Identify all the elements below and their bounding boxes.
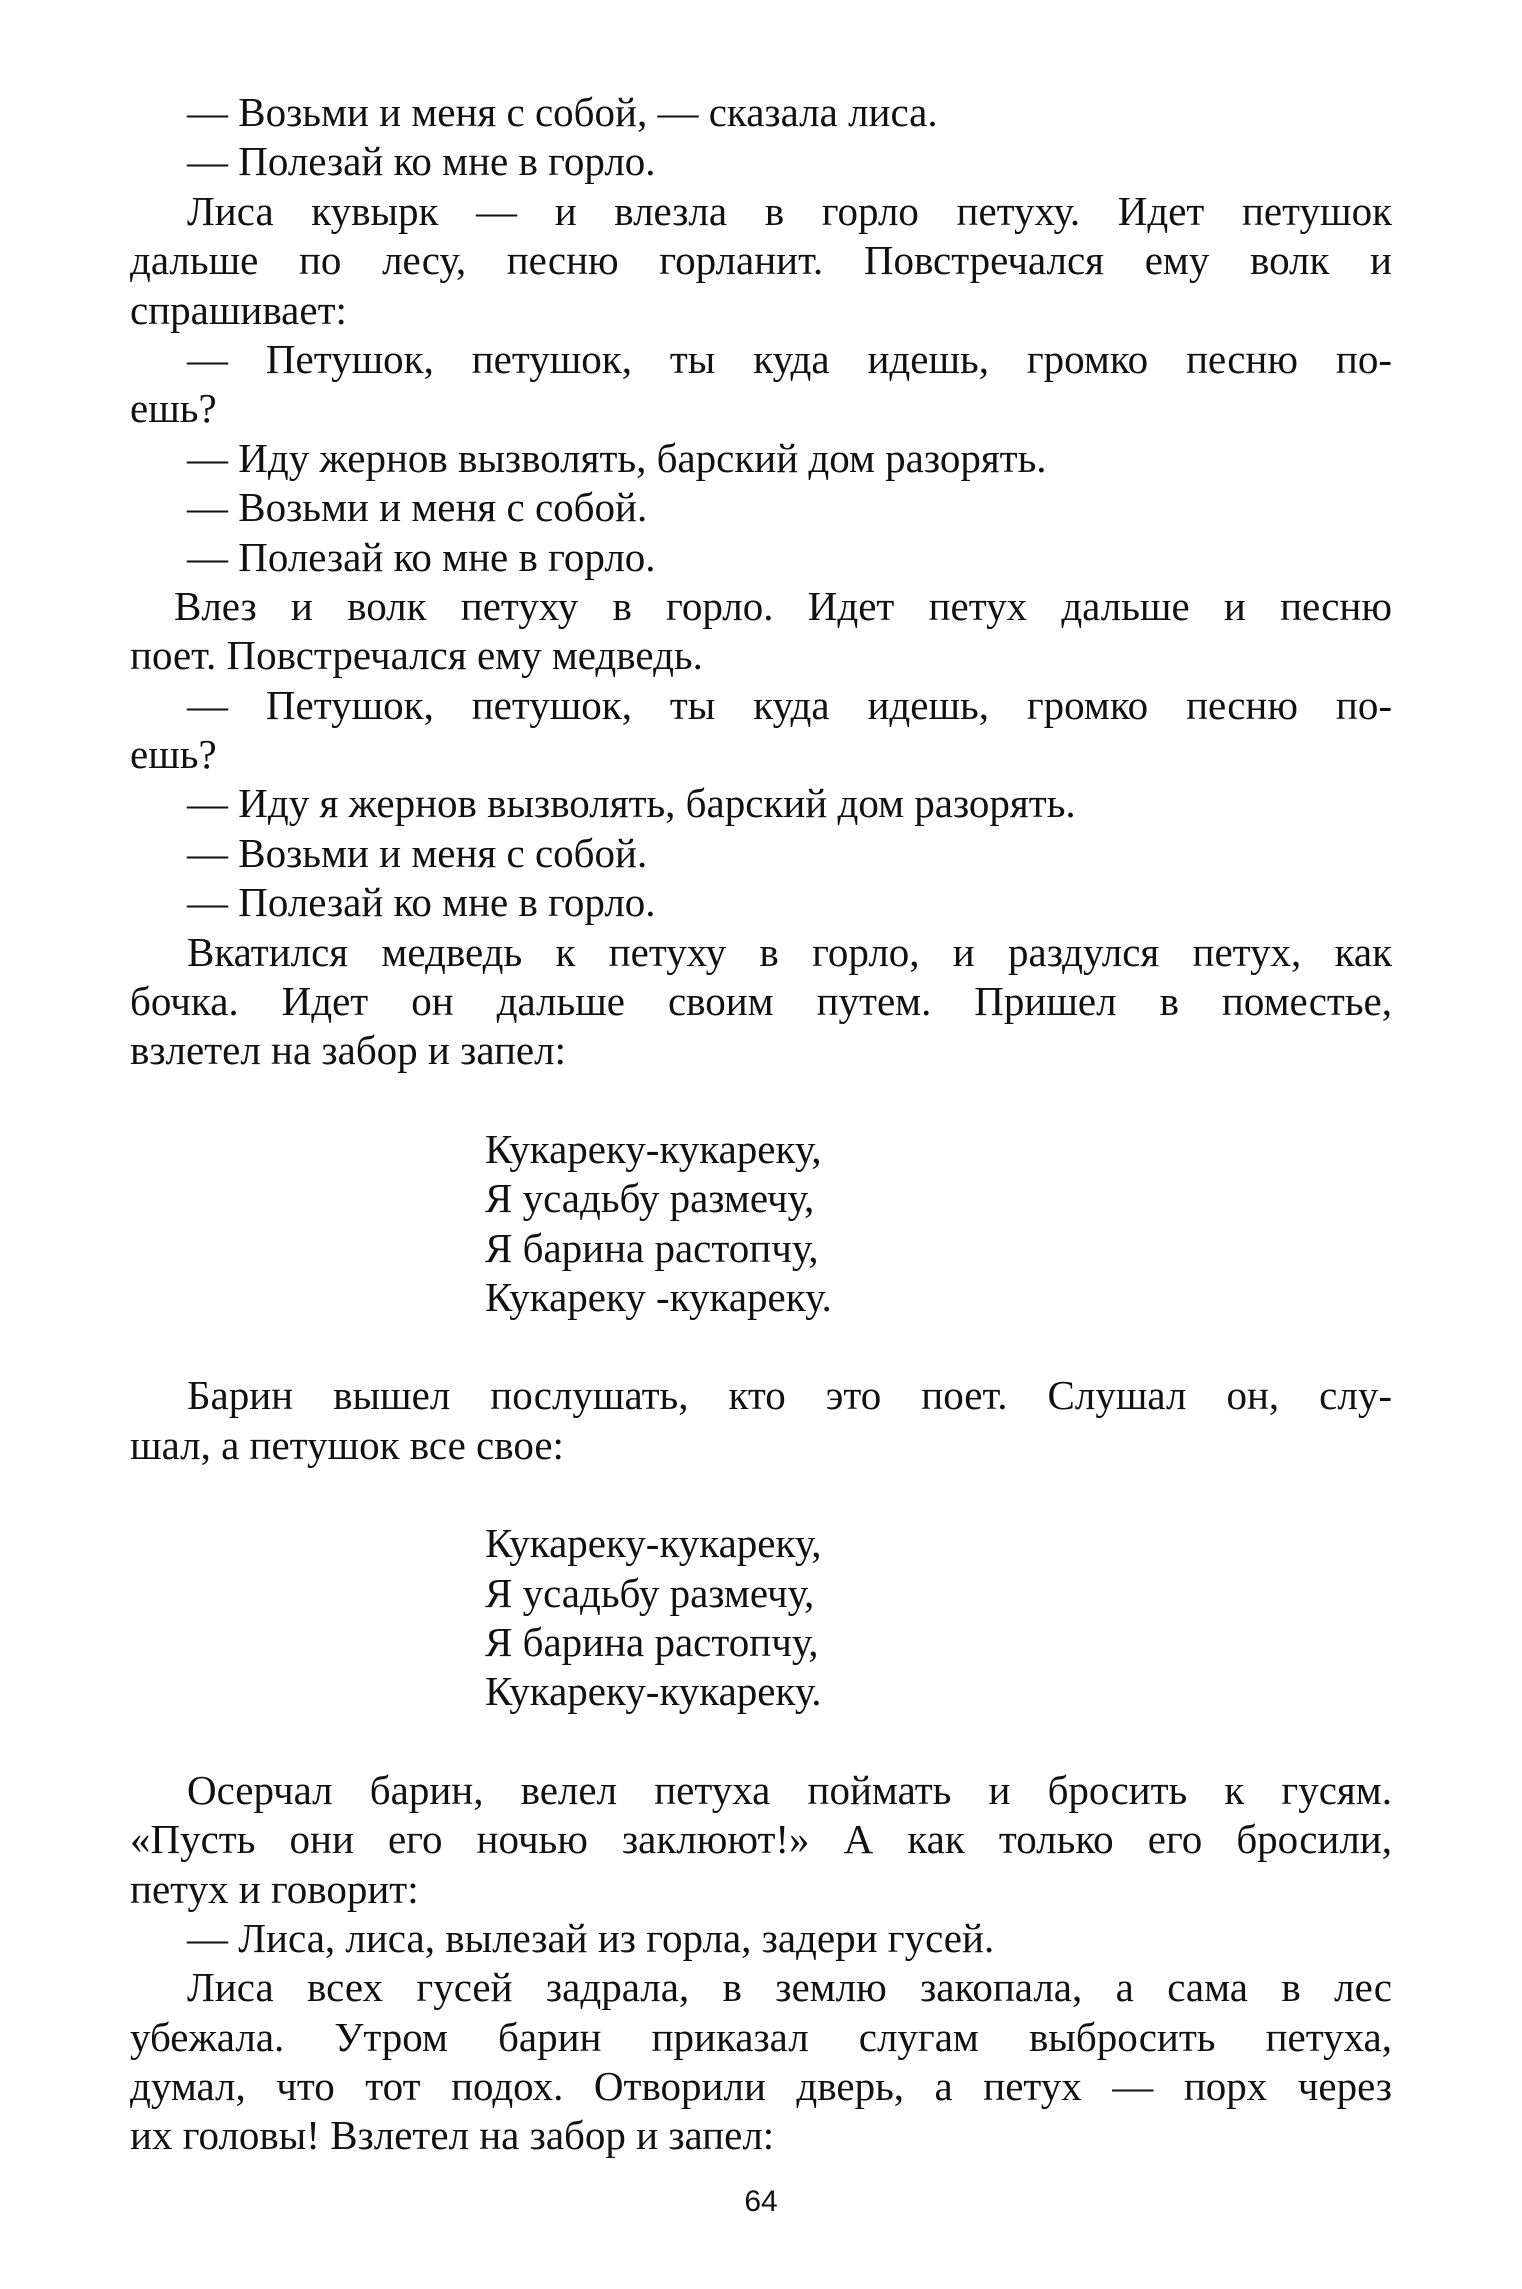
dialogue-line: — Иду жернов вызволять, барский дом разорять. <box>187 434 1047 481</box>
stanza-gap <box>130 1717 1392 1766</box>
dialogue-line: ешь? <box>130 385 217 432</box>
verse-line: Кукареку-кукареку, <box>485 1125 822 1172</box>
dialogue-line: — Возьми и меня с собой. <box>187 829 648 876</box>
paragraph-line: Лиса кувырк — и влезла в горло петуху. Идет петушок <box>187 187 1392 234</box>
paragraph-line: Влез и волк петуху в горло. Идет петух дальше и песню <box>174 582 1392 629</box>
paragraph-line: взлетел на забор и запел: <box>130 1027 566 1074</box>
dialogue-line: — Петушок, петушок, ты куда идешь, громко песню по- <box>187 681 1392 728</box>
paragraph-line: шал, а петушок все свое: <box>130 1421 564 1468</box>
verse-line: Кукареку-кукареку, <box>485 1520 822 1567</box>
verse-line: Кукареку-кукареку. <box>485 1668 822 1715</box>
verse-line: Я усадьбу размечу, <box>485 1569 815 1616</box>
stanza-gap <box>130 1076 1392 1125</box>
paragraph-line: поет. Повстречался ему медведь. <box>130 632 703 679</box>
dialogue-line: — Полезай ко мне в горло. <box>187 533 656 580</box>
dialogue-line: — Петушок, петушок, ты куда идешь, громко песню по- <box>187 335 1392 382</box>
dialogue-line: — Полезай ко мне в горло. <box>187 879 656 926</box>
paragraph-line: Осерчал барин, велел петуха поймать и бросить к гусям. <box>187 1766 1392 1813</box>
dialogue-line: ешь? <box>130 731 217 778</box>
paragraph-line: «Пусть они его ночью заклюют!» А как только его бросили, <box>130 1816 1392 1863</box>
verse-line: Я барина растопчу, <box>485 1618 819 1665</box>
stanza-gap <box>130 1322 1392 1371</box>
page-text <box>130 88 1392 2161</box>
dialogue-line: — Иду я жернов вызволять, барский дом разорять. <box>187 780 1076 827</box>
paragraph-line: Барин вышел послушать, кто это поет. Слушал он, слу- <box>187 1372 1392 1419</box>
dialogue-line: — Лиса, лиса, вылезай из горла, задери гусей. <box>187 1914 995 1961</box>
dialogue-line: — Возьми и меня с собой, — сказала лиса. <box>187 89 938 135</box>
verse-line: Кукареку -кукареку. <box>485 1273 832 1320</box>
paragraph-line: спрашивает: <box>130 286 347 333</box>
verse-line: Я усадьбу размечу, <box>485 1175 815 1222</box>
paragraph-line: петух и говорит: <box>130 1865 419 1912</box>
paragraph-line: бочка. Идет он дальше своим путем. Пришел в поместье, <box>130 978 1392 1025</box>
paragraph-line: Лиса всех гусей задрала, в землю закопала, а сама в лес <box>187 1964 1392 2011</box>
paragraph-line: Вкатился медведь к петуху в горло, и раздулся петух, как <box>187 928 1392 975</box>
dialogue-line: — Полезай ко мне в горло. <box>187 138 656 185</box>
verse-line: Я барина растопчу, <box>485 1224 819 1271</box>
paragraph-line: их головы! Взлетел на забор и запел: <box>130 2112 775 2159</box>
stanza-gap <box>130 1470 1392 1519</box>
paragraph-line: дальше по лесу, песню горланит. Повстречался ему волк и <box>130 237 1392 284</box>
page-number: 64 <box>744 2185 778 2218</box>
paragraph-line: думал, что тот подох. Отворили дверь, а петух — порх через <box>130 2063 1392 2110</box>
dialogue-line: — Возьми и меня с собой. <box>187 484 648 531</box>
paragraph-line: убежала. Утром барин приказал слугам выбросить петуха, <box>130 2013 1392 2060</box>
